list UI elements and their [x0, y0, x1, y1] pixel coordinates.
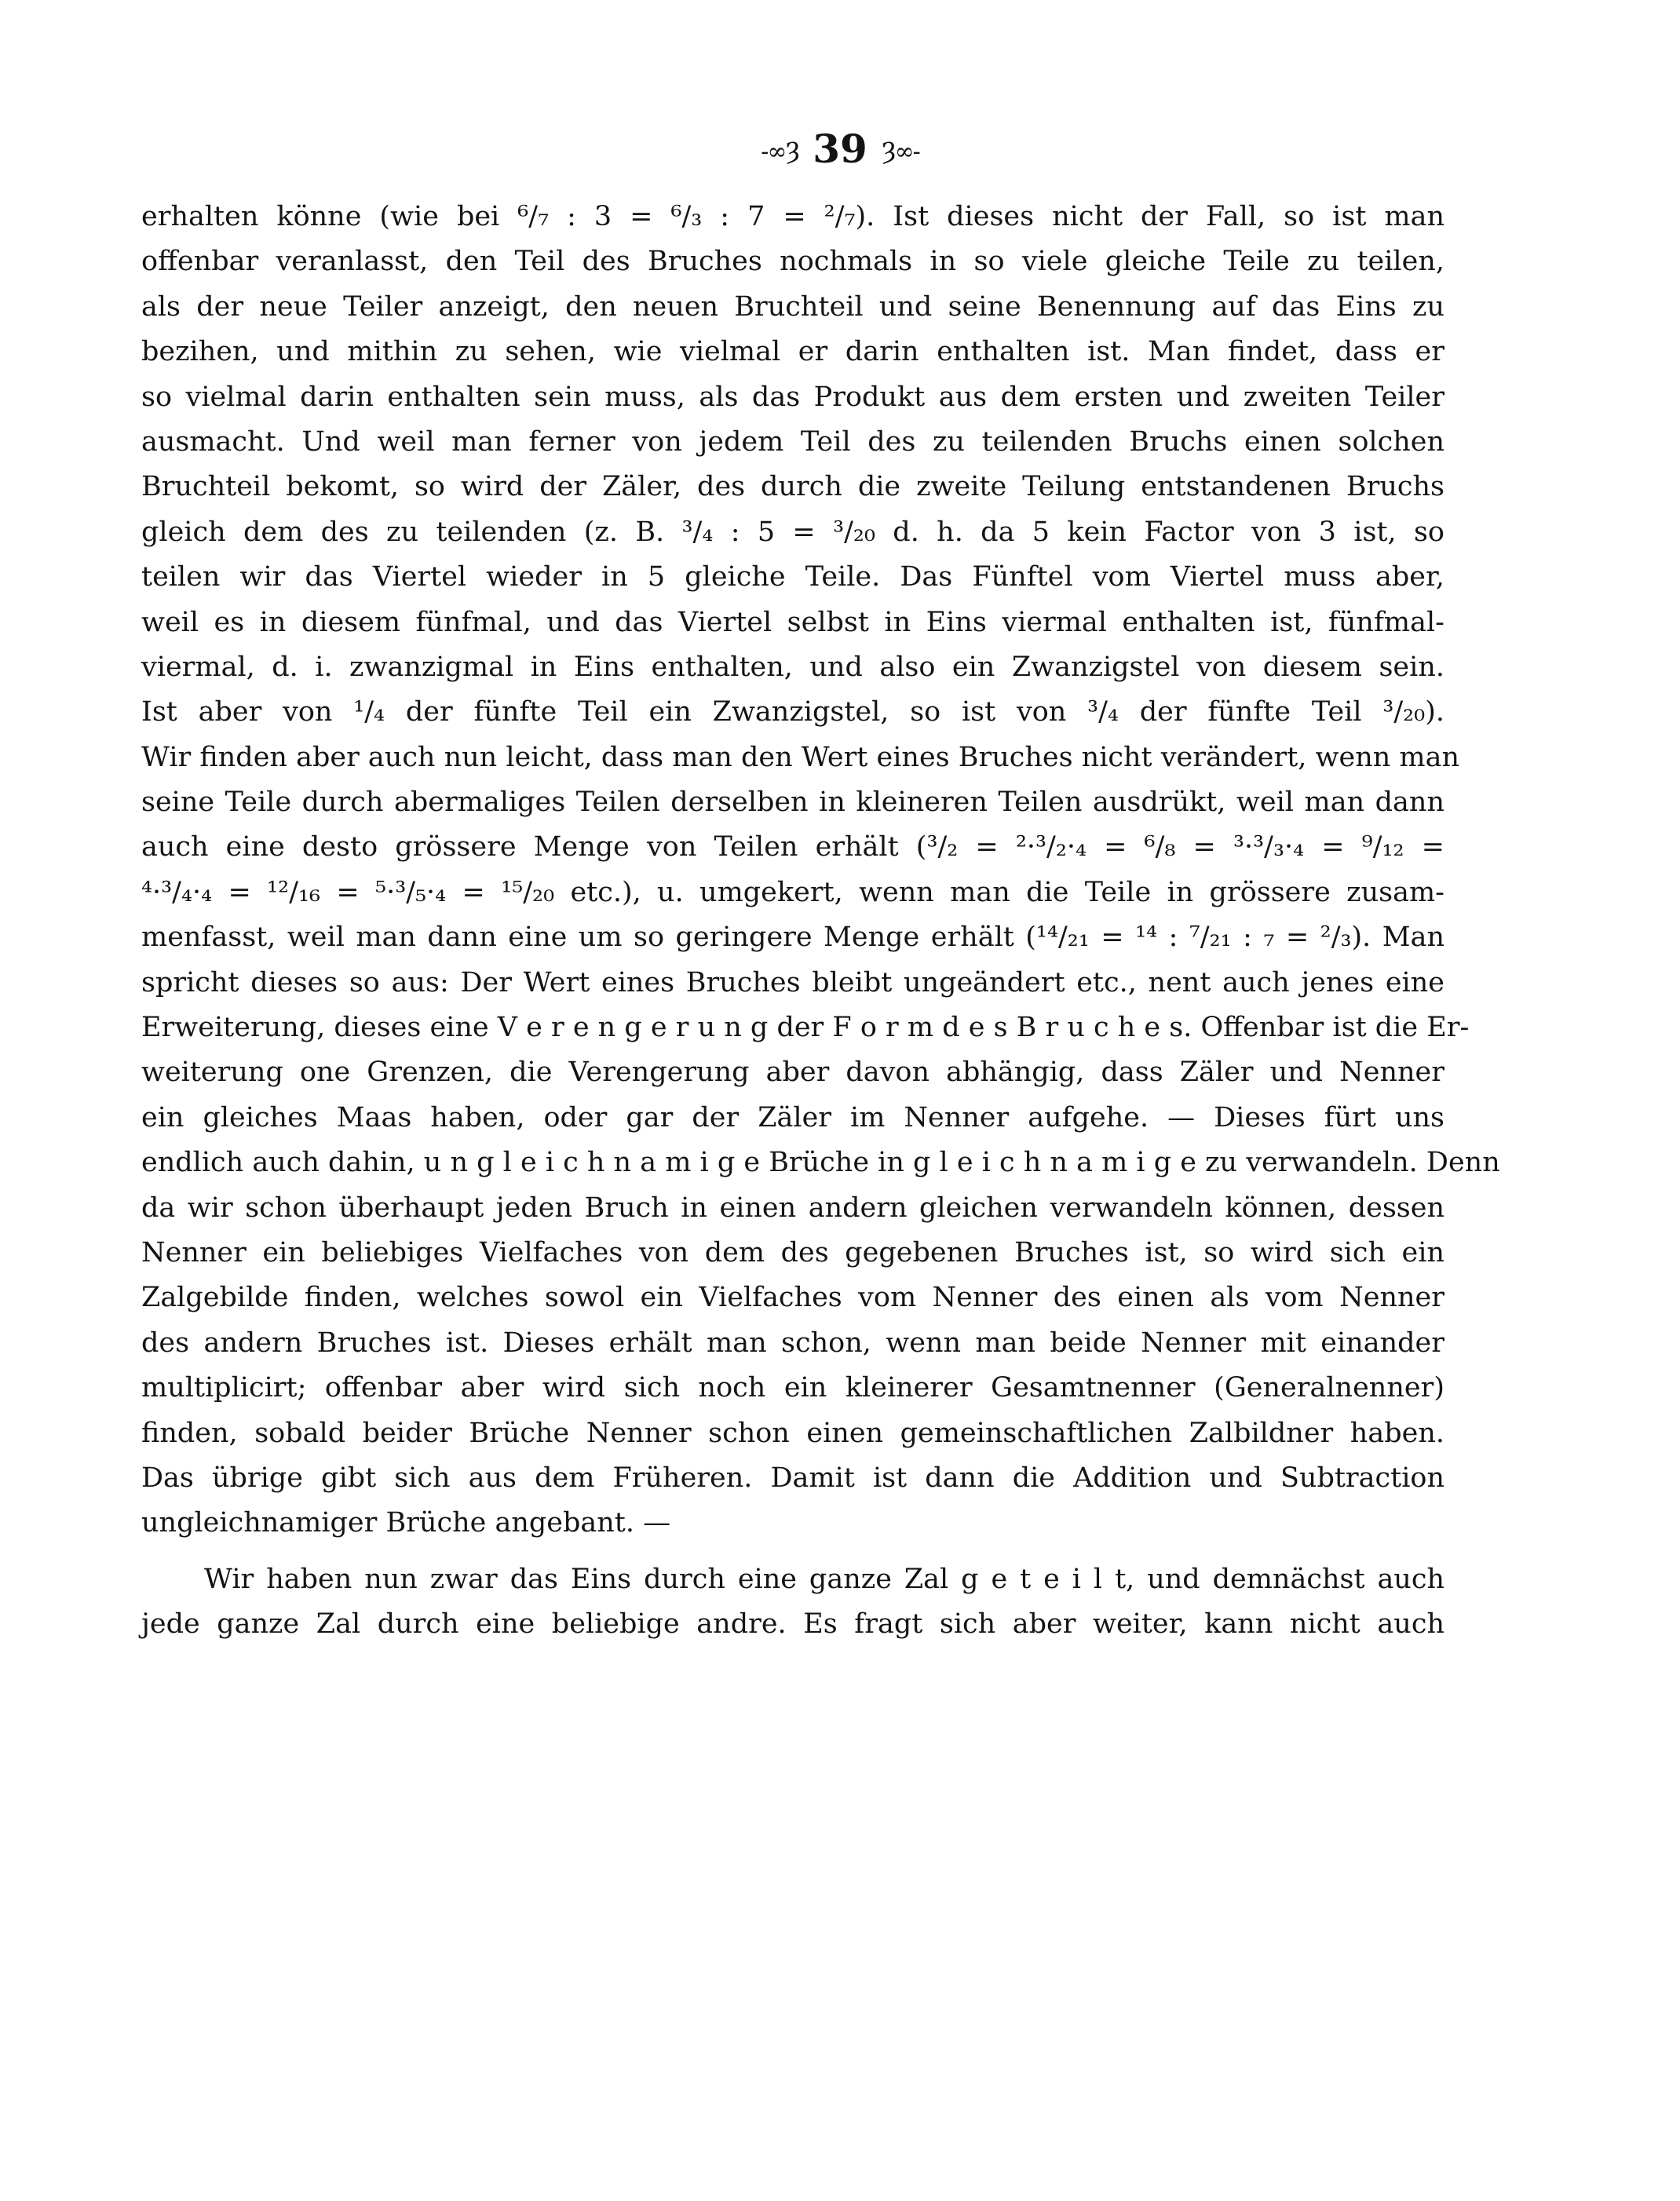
- text-line: des andern Bruches ist. Dieses erhält man schon, wenn man beide Nenner mit einander: [141, 1327, 1444, 1359]
- text-line: als der neue Teiler anzeigt, den neuen Bruchteil und seine Benennung auf das Eins zu: [141, 290, 1444, 323]
- text-line: menfasst, weil man dann eine um so geringere Menge erhält (¹⁴/₂₁ = ¹⁴ : ⁷/₂₁ : ₇ = ²/₃). Man: [141, 922, 1444, 954]
- text-line: weiterung one Grenzen, die Verengerung aber davon abhängig, dass Zäler und Nenner: [141, 1057, 1444, 1089]
- ornament-left-icon: -∞Ȝ: [761, 138, 799, 166]
- body-text: [141, 195, 1500, 1648]
- text-line: Das übrige gibt sich aus dem Früheren. Damit ist dann die Addition und Subtraction: [141, 1462, 1444, 1494]
- text-line: erhalten könne (wie bei ⁶/₇ : 3 = ⁶/₃ : 7 = ²/₇). Ist dieses nicht der Fall, so ist man: [141, 201, 1444, 232]
- text-line: ungleichnamiger Brüche angebant. —: [141, 1507, 671, 1539]
- text-line: bezihen, und mithin zu sehen, wie vielmal er darin enthalten ist. Man findet, dass er: [141, 336, 1444, 368]
- text-line: spricht dieses so aus: Der Wert eines Bruches bleibt ungeändert etc., nent auch jenes eine: [141, 966, 1444, 998]
- text-line: ein gleiches Maas haben, oder gar der Zäler im Nenner aufgehe. — Dieses fürt uns: [141, 1101, 1444, 1133]
- text-line: da wir schon überhaupt jeden Bruch in einen andern gleichen verwandeln können, dessen: [141, 1192, 1444, 1224]
- ornament-right-icon: Ȝ∞-: [881, 138, 919, 166]
- paragraph-gap: [141, 1546, 1444, 1557]
- text-line: finden, sobald beider Brüche Nenner schon einen gemeinschaftlichen Zalbildner haben.: [141, 1417, 1444, 1449]
- text-line: multiplicirt; offenbar aber wird sich noch ein kleinerer Gesamtnenner (Generalnenner): [141, 1372, 1444, 1404]
- text-line: gleich dem des zu teilenden (z. B. ³/₄ : 5 = ³/₂₀ d. h. da 5 kein Factor von 3 ist, so: [141, 516, 1444, 548]
- text-line: auch eine desto grössere Menge von Teilen erhält (³/₂ = ²·³/₂·₄ = ⁶/₈ = ³·³/₃·₄ = ⁹/₁₂ =: [141, 831, 1444, 863]
- page-number: 39: [813, 126, 867, 172]
- text-line: endlich auch dahin, u n g l e i c h n a m i g e Brüche in g l e i c h n a m i g e zu verwandeln. Denn: [141, 1147, 1500, 1179]
- text-line: Ist aber von ¹/₄ der fünfte Teil ein Zwanzigstel, so ist von ³/₄ der fünfte Teil ³/₂₀).: [141, 696, 1444, 728]
- text-line: viermal, d. i. zwanzigmal in Eins enthalten, und also ein Zwanzigstel von diesem sein.: [141, 651, 1444, 683]
- text-line: Nenner ein beliebiges Vielfaches von dem des gegebenen Bruches ist, so wird sich ein: [141, 1236, 1444, 1268]
- text-line: so vielmal darin enthalten sein muss, als das Produkt aus dem ersten und zweiten Teiler: [141, 381, 1444, 413]
- text-line: Erweiterung, dieses eine V e r e n g e r u n g der F o r m d e s B r u c h e s. Offenbar ist die Er-: [141, 1012, 1470, 1044]
- page-header: [0, 126, 1680, 176]
- text-line: offenbar veranlasst, den Teil des Bruches nochmals in so viele gleiche Teile zu teilen,: [141, 246, 1444, 278]
- text-line: ausmacht. Und weil man ferner von jedem Teil des zu teilenden Bruchs einen solchen: [141, 425, 1444, 458]
- text-line: seine Teile durch abermaliges Teilen derselben in kleineren Teilen ausdrükt, weil man dann: [141, 787, 1444, 819]
- paragraph-2: [141, 1557, 1444, 1648]
- text-line: Wir finden aber auch nun leicht, dass man den Wert eines Bruches nicht verändert, wenn man: [141, 741, 1460, 773]
- text-line: jede ganze Zal durch eine beliebige andre. Es fragt sich aber weiter, kann nicht auch: [141, 1608, 1444, 1641]
- paragraph-1: [141, 195, 1500, 1546]
- text-line: Zalgebilde finden, welches sowol ein Vielfaches vom Nenner des einen als vom Nenner: [141, 1282, 1444, 1314]
- text-line: weil es in diesem fünfmal, und das Viertel selbst in Eins viermal enthalten ist, fünfmal-: [141, 606, 1444, 638]
- text-line: Wir haben nun zwar das Eins durch eine ganze Zal g e t e i l t, und demnächst auch: [204, 1563, 1444, 1595]
- text-line: ⁴·³/₄·₄ = ¹²/₁₆ = ⁵·³/₅·₄ = ¹⁵/₂₀ etc.), u. umgekert, wenn man die Teile in grössere zusam-: [141, 876, 1444, 908]
- text-line: teilen wir das Viertel wieder in 5 gleiche Teile. Das Fünftel vom Viertel muss aber,: [141, 561, 1444, 593]
- text-line: Bruchteil bekomt, so wird der Zäler, des durch die zweite Teilung entstandenen Bruchs: [141, 471, 1444, 503]
